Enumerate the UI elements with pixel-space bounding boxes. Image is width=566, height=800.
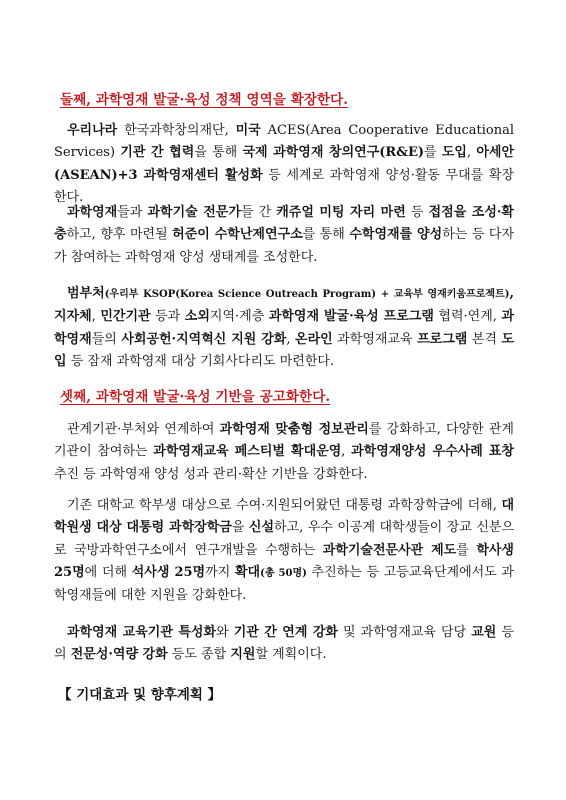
- bold-text-run: ,: [509, 286, 514, 301]
- text-run: 을: [231, 520, 249, 536]
- bold-text-run: (우리부 KSOP(Korea Science Outreach Program) + 교육부 영재키움프로젝트): [104, 289, 510, 300]
- bold-text-run: 국제 과학영재 창의연구(R&E): [242, 145, 425, 161]
- bold-text-run: 과학영재 발굴·육성 프로그램: [268, 309, 434, 325]
- text-run: 를 강화하고, 다양한 관계 기관이 참여하는: [54, 422, 514, 460]
- text-run: ,: [286, 331, 296, 347]
- bold-text-run: 온라인: [295, 331, 333, 347]
- text-run: 까지: [205, 564, 235, 580]
- paragraph-international-cooperation: [54, 120, 514, 209]
- bold-text-run: 아세안(ASEAN)+3 과학영재센터 활성화: [54, 145, 515, 183]
- text-run: 및 과학영재교육 담당: [337, 625, 472, 640]
- bold-text-run: (총 50명): [260, 567, 307, 579]
- bold-text-run: 과학영재양성 우수사례 표창: [351, 444, 514, 460]
- bold-text-run: 지원: [230, 647, 256, 663]
- text-run: 등과: [150, 309, 185, 325]
- bold-text-run: 수학영재를 양성: [349, 227, 443, 243]
- bold-text-run: 석사생 25명: [131, 564, 206, 580]
- text-run: ,: [341, 444, 352, 460]
- bold-text-run: 과학영재: [54, 309, 515, 347]
- text-run: 와: [216, 625, 234, 640]
- bold-text-run: 확대: [234, 564, 261, 580]
- text-run: 등 잠재 과학영재 대상 기회사다리도 마련한다.: [66, 353, 335, 369]
- bold-text-run: 허준이 수학난제연구소: [172, 227, 303, 243]
- bold-text-run: 프로그램: [417, 331, 468, 347]
- bold-text-run: 민간기관: [100, 309, 151, 325]
- bold-text-run: 기관 간 연계 강화: [233, 625, 338, 640]
- bold-text-run: 전문성·역량 강화: [70, 647, 168, 663]
- text-run: 추진 등 과학영재 양성 성과 관리·확산 기반을 강화한다.: [54, 466, 368, 482]
- section-heading-third: 셋째, 과학영재 발굴·육성 기반을 공고화한다.: [60, 389, 331, 405]
- text-run: 한국과학창의재단,: [117, 123, 236, 138]
- text-run: 협력·연계,: [433, 309, 502, 325]
- text-run: 하고, 우수 이공계 대학생들이 장교 신분으로 국방과학연구소에서 연구개발을 수행하는: [54, 520, 514, 558]
- bold-text-run: 대학원생 대상 대통령 과학장학금: [54, 498, 514, 536]
- bold-text-run: 접점을 조성·확충: [54, 205, 514, 243]
- bold-text-run: 도입: [54, 331, 515, 369]
- text-run: 기존 대학교 학부생 대상으로 수여·지원되어왔던 대통령 과학장학금에 더해,: [67, 498, 502, 513]
- bold-text-run: 캐쥬얼 미팅 자리 마련: [276, 205, 406, 220]
- text-run: 에 더해: [84, 564, 132, 580]
- bold-text-run: 과학영재교육 페스티벌 확대운영: [153, 444, 342, 460]
- bold-text-run: 학사생 25명: [54, 542, 514, 580]
- text-run: ,: [91, 309, 101, 325]
- text-run: 를 통해: [302, 227, 350, 243]
- bold-text-run: 미국: [235, 123, 261, 138]
- text-run: 지역·계층: [209, 309, 269, 325]
- bold-text-run: 범부처: [67, 286, 105, 301]
- text-run: 을 통해: [194, 145, 243, 161]
- text-run: 등: [405, 205, 429, 220]
- bold-text-run: 지자체: [54, 309, 92, 325]
- paragraph-institution-support: [54, 622, 514, 667]
- text-run: 등 세계로 과학영재 양성·활동 무대를 확장한다.: [54, 167, 514, 205]
- bold-text-run: 과학영재: [67, 205, 118, 220]
- bold-text-run: 신설: [248, 520, 275, 536]
- bold-text-run: 소외: [184, 309, 210, 325]
- text-run: 들 간: [240, 205, 277, 220]
- text-run: 를: [456, 542, 477, 558]
- text-run: 등도 종합: [167, 647, 231, 663]
- text-run: 하는 등 다자가 참여하는 과학영재 양성 생태계를 조성한다.: [54, 227, 515, 265]
- expected-effects-heading: 【 기대효과 및 향후계획 】: [58, 687, 222, 703]
- text-run: 과학영재교육: [332, 331, 418, 347]
- text-run: ,: [466, 145, 477, 161]
- text-run: 들과: [117, 205, 148, 220]
- bold-text-run: 과학영재 교육기관 특성화: [67, 625, 217, 640]
- bold-text-run: 과학영재 맞춤형 정보관리: [219, 422, 369, 437]
- bold-text-run: 교원: [471, 625, 497, 640]
- paragraph-scholarship: [54, 495, 514, 607]
- bold-text-run: 사회공헌·지역혁신 지원 강화: [121, 331, 287, 347]
- text-run: ACES(Area Cooperative Educational Services): [54, 123, 514, 161]
- bold-text-run: 우리나라: [67, 123, 118, 138]
- paragraph-ecosystem: [54, 202, 514, 269]
- text-run: 추진하는 등 고등교육단계에서도 과학영재들에 대한 지원을 강화한다.: [54, 564, 514, 604]
- bold-text-run: 도입: [441, 145, 467, 161]
- text-run: 관계기관·부처와 연계하여: [67, 422, 220, 437]
- text-run: 등의: [54, 625, 514, 663]
- bold-text-run: 과학기술전문사관 제도: [322, 542, 457, 558]
- text-run: 할 계획이다.: [255, 647, 327, 663]
- section-heading-second: 둘째, 과학영재 발굴·육성 정책 영역을 확장한다.: [60, 92, 349, 108]
- paragraph-opportunity-ladder: [54, 283, 514, 373]
- bold-text-run: 과학기술 전문가: [147, 205, 241, 220]
- paragraph-info-management: [54, 419, 514, 486]
- text-run: 본격: [467, 331, 502, 347]
- text-run: 를: [424, 145, 442, 161]
- text-run: 들의: [91, 331, 122, 347]
- bold-text-run: 기관 간 협력: [120, 145, 195, 161]
- text-run: 하고, 향후 마련될: [66, 227, 173, 243]
